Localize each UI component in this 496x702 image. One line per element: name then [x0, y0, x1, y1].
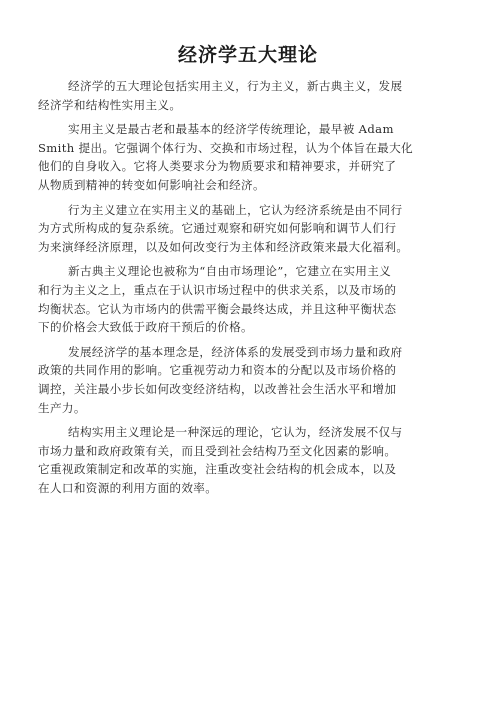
paragraph-line: 从物质到精神的转变如何影响社会和经济。 [38, 177, 265, 192]
paragraph-line: 生产力。 [38, 400, 86, 415]
paragraph-intro [38, 77, 468, 114]
paragraph-line: 为来演绎经济原理，以及如何改变行为主体和经济政策来最大化福利。 [38, 239, 409, 254]
paragraph-line: 均衡状态。它认为市场内的供需平衡会最终达成，并且这种平衡状态 [38, 301, 397, 316]
paragraph-line: 经济学和结构性实用主义。 [38, 97, 182, 112]
document-body [38, 77, 468, 503]
paragraph-pragmatism [38, 120, 468, 194]
paragraph-line: 调控，关注最小步长如何改变经济结构，以改善社会生活水平和增加 [38, 381, 397, 396]
paragraph-line: 为方式所构成的复杂系统。它通过观察和研究如何影响和调节人们行 [38, 221, 397, 236]
paragraph-line: 结构实用主义理论是一种深远的理论，它认为，经济发展不仅与 [68, 425, 403, 440]
paragraph-line: 下的价格会大致低于政府干预后的价格。 [38, 320, 253, 335]
paragraph-line: 在人口和资源的利用方面的效率。 [38, 480, 218, 495]
paragraph-line: 经济学的五大理论包括实用主义，行为主义，新古典主义，发展 [68, 79, 403, 93]
paragraph-development [38, 343, 468, 417]
paragraph-line: 政策的共同作用的影响。它重视劳动力和资本的分配以及市场价格的 [38, 363, 397, 378]
paragraph-neoclassical [38, 262, 468, 336]
document-title: 经济学五大理论 [177, 44, 318, 66]
paragraph-structural [38, 423, 468, 497]
paragraph-line: 它重视政策制定和改革的实施，注重改变社会结构的机会成本，以及 [38, 462, 397, 477]
paragraph-line: 他们的自身收入。它将人类要求分为物质要求和精神要求，并研究了 [38, 159, 397, 174]
paragraph-line: Smith 提出。它强调个体行为、交换和市场过程，认为个体旨在最大化 [38, 140, 413, 155]
paragraph-line: 行为主义建立在实用主义的基础上，它认为经济系统是由不同行 [68, 202, 403, 217]
paragraph-line: 和行为主义之上，重点在于认识市场过程中的供求关系，以及市场的 [38, 282, 397, 297]
paragraph-line: 实用主义是最古老和最基本的经济学传统理论，最早被 Adam [68, 122, 394, 137]
paragraph-line: 市场力量和政府政策有关，而且受到社会结构乃至文化因素的影响。 [38, 443, 397, 458]
paragraph-behaviorism [38, 201, 468, 257]
paragraph-line: 发展经济学的基本理念是，经济体系的发展受到市场力量和政府 [68, 344, 403, 359]
paragraph-line: 新古典主义理论也被称为“自由市场理论”，它建立在实用主义 [68, 264, 392, 279]
